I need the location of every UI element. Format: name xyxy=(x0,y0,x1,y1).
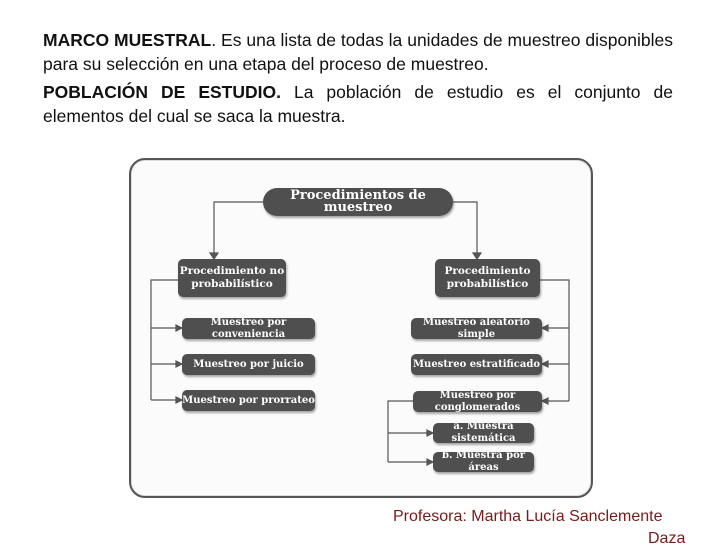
definition-marco-muestral: . Es una lista de todas la unidades de muestreo disponibles para su selección en una etapa del proceso de muestreo. xyxy=(43,30,673,74)
footer-author: Profesora: Martha Lucía Sanclemente xyxy=(393,508,663,525)
left-item-prorrateo: Muestreo por prorrateo xyxy=(182,390,315,411)
paragraph-marco-muestral xyxy=(43,28,673,76)
term-marco-muestral: MARCO MUESTRAL xyxy=(43,30,212,50)
left-item-juicio: Muestreo por juicio xyxy=(182,354,315,375)
paragraph-poblacion-estudio xyxy=(43,80,673,128)
left-item-conveniencia: Muestreo por conveniencia xyxy=(182,318,315,339)
right-item-conglomerados: Muestreo por conglomerados xyxy=(413,391,542,412)
term-poblacion-estudio: POBLACIÓN DE ESTUDIO. xyxy=(43,82,281,102)
right-item-aleatorio-simple: Muestreo aleatorio simple xyxy=(411,318,542,339)
left-head-box: Procedimiento no probabilístico xyxy=(178,259,286,297)
footer-author-surname: Daza xyxy=(648,530,686,547)
definition-poblacion-estudio: La población de estudio es el conjunto de elementos del cual se saca la muestra. xyxy=(43,82,673,126)
subitem-areas: b. Muestra por áreas xyxy=(433,452,534,472)
right-head-box: Procedimiento probabilístico xyxy=(435,259,540,297)
diagram-title: Procedimientos de muestreo xyxy=(263,188,453,216)
subitem-sistematica: a. Muestra sistemática xyxy=(433,423,534,443)
right-item-estratificado: Muestreo estratificado xyxy=(411,354,542,375)
